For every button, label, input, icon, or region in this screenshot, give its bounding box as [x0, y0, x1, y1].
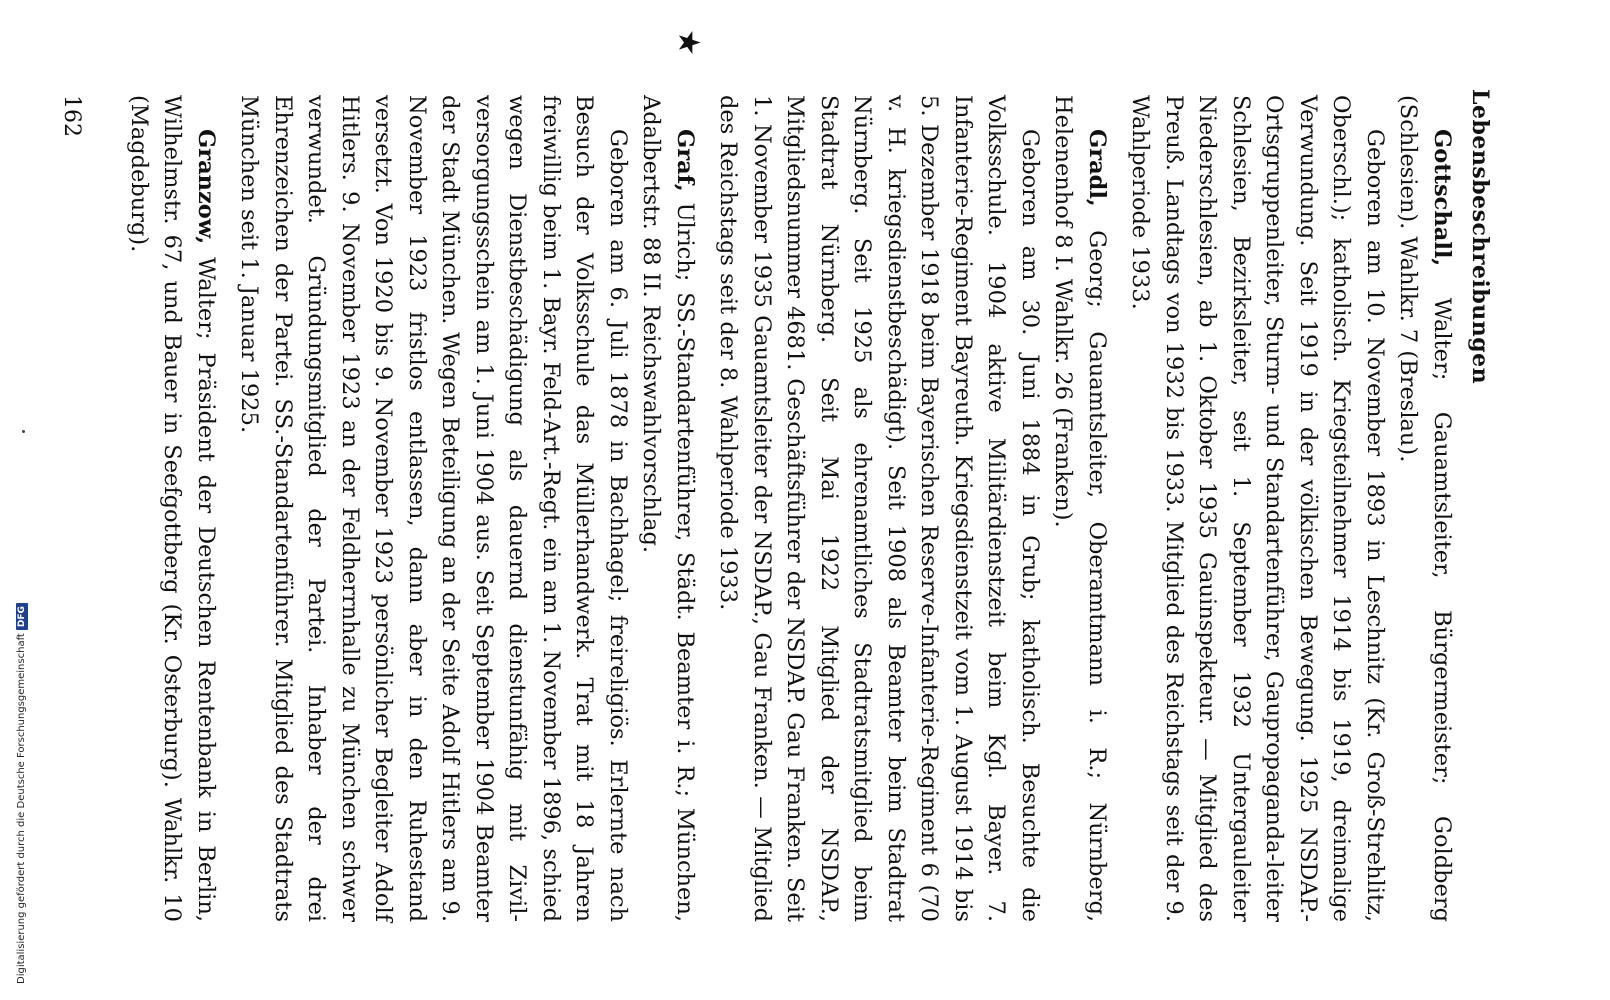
entry-heading-text: Walter; Präsident der Deutschen Rentenbank in Berlin, Wilhelmstr. 67, und Bauer in Seefgottberg (Kr. Osterburg). Wahlkr. 10 (Magdeburg). [126, 95, 219, 922]
entry-heading [122, 95, 223, 922]
biography-entry [1123, 95, 1458, 922]
entry-heading [1046, 95, 1113, 922]
entry-name: Gottschall, [1429, 129, 1455, 267]
biography-entry [711, 95, 1113, 922]
entry-name: Graf, [672, 129, 698, 192]
star-marker-icon: ★ [671, 29, 706, 56]
biography-entries [122, 29, 1459, 922]
entry-heading [1391, 95, 1458, 922]
entry-name: Granzow, [193, 129, 219, 245]
biography-entry [122, 95, 223, 922]
entry-body: Geboren am 30. Juni 1884 in Grub; katholisch. Besuchte die Volksschule. 1904 aktive Militärdienstzeit beim Kgl. Bayer. 7. Infanterie-Regiment Bayreuth. Kriegsdienstzeit vom 1. August 1914 bis 5. Dezember 1918 beim Bayerischen Reserve-Infanterie-Regiment 6 (70 v. H. kriegsdienstbeschädigt). Seit 1908 als Beamter beim Stadtrat Nürnberg. Seit 1925 als ehrenamtliches Stadtratsmitglied beim Stadtrat Nürnberg. Seit Mai 1922 Mitglied der NSDAP., Mitgliedsnummer 4681. Geschäftsführer der NSDAP. Gau Franken. Seit 1. November 1935 Gauamtsleiter der NSDAP., Gau Franken. — Mitglied des Reichstags seit der 8. Wahlperiode 1933. [715, 95, 1043, 922]
funding-note [15, 584, 28, 984]
entry-body: Geboren am 6. Juli 1878 in Bachhagel; freireligiös. Erlernte nach Besuch der Volksschule das Müllerhandwerk. Trat mit 18 Jahren freiwillig beim 1. Bayr. Feld-Art.-Regt. ein am 1. November 1896, schied wegen Dienstbeschädigung als dauernd dienstunfähig mit Zivil-versorgungsschein am 1. Juni 1904 aus. Seit September 1904 Beamter der Stadt München. Wegen Beteiligung an der Seite Adolf Hitlers am 9. November 1923 fristlos entlassen, dann aber in den Ruhestand versetzt. Von 1920 bis 9. November 1923 persönlicher Begleiter Adolf Hitlers. 9. November 1923 an der Feldherrnhalle zu München schwer verwundet. Gründungsmitglied der Partei. Inhaber der drei Ehrenzeichen der Partei. SS.-Standartenführer. Mitglied des Stadtrats München seit 1. Januar 1925. [236, 95, 631, 922]
page-number: 162 [59, 95, 84, 137]
entry-body: Geboren am 10. November 1893 in Leschnitz (Kr. Groß-Strehlitz, Oberschl.); katholisch. Kriegsteilnehmer 1914 bis 1919, dreimalige Verwundung. Seit 1919 in der völkischen Bewegung. 1925 NSDAP.-Ortsgruppenleiter, Sturm- und Standartenführer, Gaupropaganda-leiter Schlesien, Bezirksleiter, seit 1. September 1932 Untergauleiter Niederschlesien, ab 1. Oktober 1935 Gauinspekteur. — Mitglied des Preuß. Landtags von 1932 bis 1933. Mitglied des Reichstags seit der 9. Wahlperiode 1933. [1127, 95, 1388, 922]
running-head: Lebensbeschreibungen [1467, 89, 1493, 385]
dfg-logo-icon: DFG [16, 603, 28, 630]
entry-heading-text: Walter; Gauamtsleiter, Bürgermeister; Goldberg (Schlesien). Wahlkr. 7 (Breslau). [1395, 95, 1455, 922]
biography-entry [232, 29, 706, 922]
entry-heading [634, 95, 701, 922]
funding-text: Digitalisierung gefördert durch die Deutsche Forschungsgemeinschaft [16, 633, 27, 984]
entry-heading-text: Georg; Gauamtsleiter, Oberamtmann i. R.; Nürnberg, Helenenhof 8 I. Wahlkr. 26 (Franken). [1050, 95, 1110, 922]
speck-mark [22, 430, 25, 433]
entry-heading-text: Ulrich; SS.-Standartenführer, Städt. Beamter i. R.; München, Adalbertstr. 88 II. Reichswahlvorschlag. [638, 95, 698, 922]
entry-name: Gradl, [1084, 129, 1110, 207]
